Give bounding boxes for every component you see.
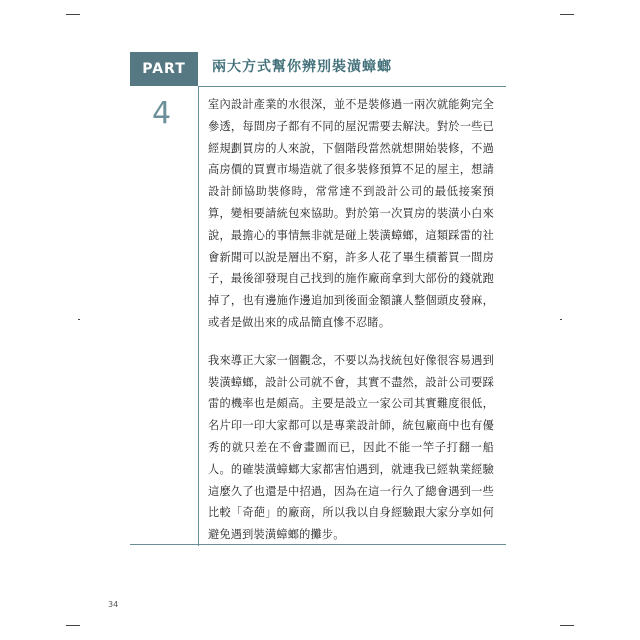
bottom-divider [130,544,506,545]
crop-mark-bottom-left-h [66,625,80,626]
chapter-number: 4 [152,96,172,131]
section-title: 兩大方式幫你辨別裝潢蟑螂 [212,59,392,75]
crop-mark-top-right-h [560,14,574,15]
paragraph: 我來導正大家一個觀念，不要以為找統包好像很容易遇到裝潢蟑螂，設計公司就不會，其實不盡然，設計公司要踩雷的機率也是頗高。主要是設立一家公司其實難度很低，名片印一印大家都可以是專業設計師，統包廠商中也有優秀的就只差在不會畫圖而已，因此不能一竿子打翻一船人。的確裝潢蟑螂大家都害怕遇到，就連我已經執業經驗這麼久了也還是中招過，因為在這一行久了總會遇到一些比較「奇葩」的廠商，所以我以自身經驗跟大家分享如何避免遇到裝潢蟑螂的攤步。 [208,353,494,542]
vertical-divider [198,86,199,546]
crop-mark-top-left-h [66,14,80,15]
body-text [208,94,494,546]
paragraph: 室內設計產業的水很深，並不是裝修過一兩次就能夠完全參透，每間房子都有不同的屋況需要去解決。對於一些已經規劃買房的人來說，下個階段當然就想開始裝修，不過高房價的買賣市場造就了很多裝修預算不足的屋主，想請設計師協助裝修時，常常達不到設計公司的最低接案預算，變相要請統包來協助。對於第一次買房的裝潢小白來說，最擔心的事情無非就是碰上裝潢蟑螂，這類踩雷的社會新聞可以說是層出不窮，許多人花了畢生積蓄買一間房子，最後卻發現自己找到的施作廠商拿到大部份的錢就跑掉了，也有邊施作邊追加到後面金額讓人整個頭皮發麻，或者是做出來的成品簡直慘不忍睹。 [208,98,494,329]
crop-mark-bottom-right-h [560,625,574,626]
part-label: PART [130,52,198,86]
page-number: 34 [108,600,119,609]
title-divider [198,86,506,87]
